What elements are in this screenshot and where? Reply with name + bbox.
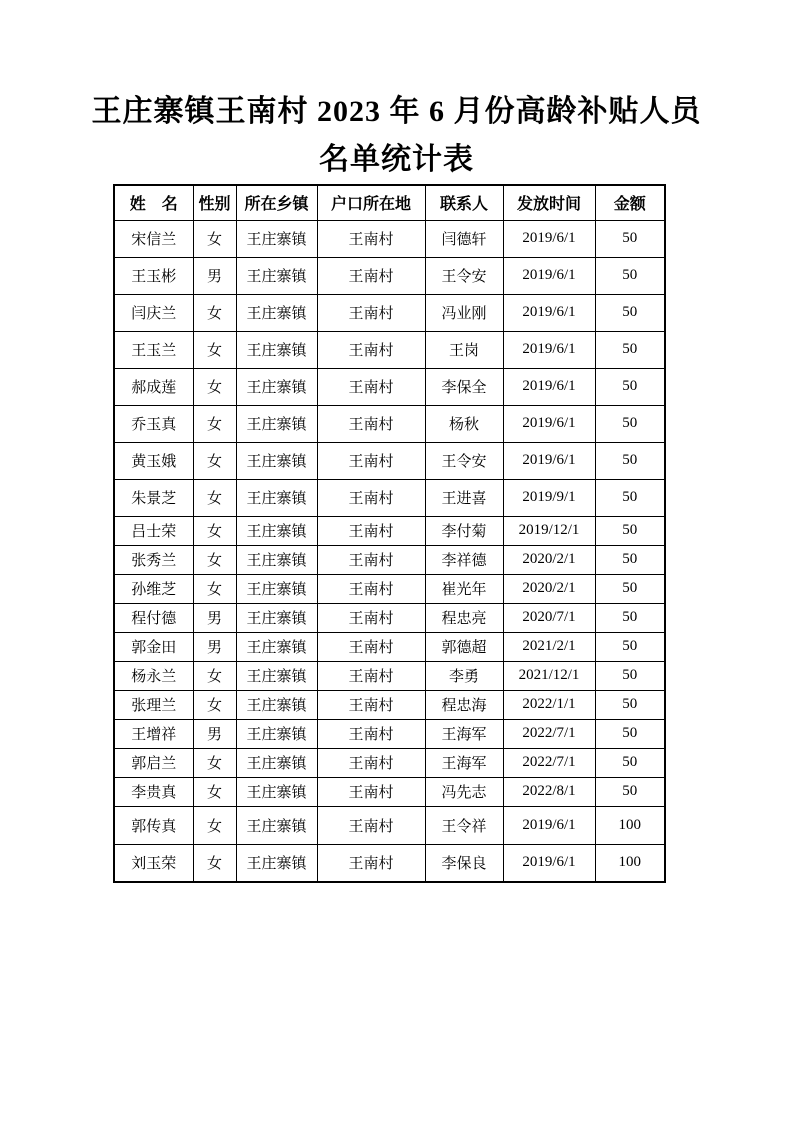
cell-amount: 100 — [595, 844, 665, 882]
cell-gender: 女 — [193, 661, 236, 690]
cell-name: 黄玉娥 — [114, 442, 193, 479]
table-row — [114, 844, 665, 882]
table-row — [114, 661, 665, 690]
table-row — [114, 777, 665, 806]
table-row — [114, 690, 665, 719]
cell-town: 王庄寨镇 — [236, 479, 317, 516]
cell-town: 王庄寨镇 — [236, 368, 317, 405]
cell-issue-date: 2020/2/1 — [503, 545, 595, 574]
cell-town: 王庄寨镇 — [236, 690, 317, 719]
cell-town: 王庄寨镇 — [236, 777, 317, 806]
cell-contact: 王进喜 — [425, 479, 503, 516]
cell-contact: 李保良 — [425, 844, 503, 882]
cell-registered-residence: 王南村 — [317, 405, 425, 442]
cell-amount: 50 — [595, 294, 665, 331]
cell-town: 王庄寨镇 — [236, 545, 317, 574]
table-row — [114, 545, 665, 574]
cell-name: 郭金田 — [114, 632, 193, 661]
cell-contact: 王令安 — [425, 442, 503, 479]
cell-registered-residence: 王南村 — [317, 257, 425, 294]
cell-issue-date: 2019/6/1 — [503, 294, 595, 331]
cell-amount: 50 — [595, 516, 665, 545]
cell-issue-date: 2022/7/1 — [503, 719, 595, 748]
cell-issue-date: 2020/2/1 — [503, 574, 595, 603]
column-header-registered-residence: 户口所在地 — [317, 185, 425, 220]
cell-amount: 100 — [595, 806, 665, 844]
cell-name: 郭启兰 — [114, 748, 193, 777]
table-row — [114, 574, 665, 603]
cell-town: 王庄寨镇 — [236, 331, 317, 368]
cell-amount: 50 — [595, 690, 665, 719]
cell-registered-residence: 王南村 — [317, 220, 425, 257]
cell-issue-date: 2019/6/1 — [503, 806, 595, 844]
table-row — [114, 368, 665, 405]
cell-name: 闫庆兰 — [114, 294, 193, 331]
cell-amount: 50 — [595, 220, 665, 257]
cell-amount: 50 — [595, 257, 665, 294]
table-body — [114, 220, 665, 882]
cell-amount: 50 — [595, 632, 665, 661]
cell-contact: 闫德轩 — [425, 220, 503, 257]
column-header-issue-date: 发放时间 — [503, 185, 595, 220]
table-row — [114, 748, 665, 777]
cell-town: 王庄寨镇 — [236, 748, 317, 777]
cell-gender: 女 — [193, 294, 236, 331]
cell-amount: 50 — [595, 777, 665, 806]
cell-registered-residence: 王南村 — [317, 661, 425, 690]
table-row — [114, 442, 665, 479]
cell-amount: 50 — [595, 574, 665, 603]
cell-contact: 王令祥 — [425, 806, 503, 844]
table-row — [114, 405, 665, 442]
cell-contact: 王岗 — [425, 331, 503, 368]
cell-registered-residence: 王南村 — [317, 479, 425, 516]
cell-registered-residence: 王南村 — [317, 574, 425, 603]
cell-contact: 李付菊 — [425, 516, 503, 545]
cell-gender: 女 — [193, 479, 236, 516]
cell-contact: 李祥德 — [425, 545, 503, 574]
cell-gender: 男 — [193, 603, 236, 632]
cell-gender: 男 — [193, 632, 236, 661]
table-row — [114, 294, 665, 331]
cell-registered-residence: 王南村 — [317, 719, 425, 748]
header-row — [114, 185, 665, 220]
table-row — [114, 220, 665, 257]
cell-town: 王庄寨镇 — [236, 442, 317, 479]
cell-name: 宋信兰 — [114, 220, 193, 257]
cell-issue-date: 2019/6/1 — [503, 257, 595, 294]
cell-name: 朱景芝 — [114, 479, 193, 516]
cell-name: 张理兰 — [114, 690, 193, 719]
cell-contact: 程忠海 — [425, 690, 503, 719]
cell-name: 王玉彬 — [114, 257, 193, 294]
cell-name: 郭传真 — [114, 806, 193, 844]
cell-name: 王玉兰 — [114, 331, 193, 368]
cell-town: 王庄寨镇 — [236, 294, 317, 331]
cell-issue-date: 2021/2/1 — [503, 632, 595, 661]
cell-amount: 50 — [595, 479, 665, 516]
cell-registered-residence: 王南村 — [317, 777, 425, 806]
cell-gender: 女 — [193, 442, 236, 479]
cell-issue-date: 2019/6/1 — [503, 331, 595, 368]
cell-gender: 女 — [193, 748, 236, 777]
subsidy-table — [113, 184, 666, 883]
cell-issue-date: 2020/7/1 — [503, 603, 595, 632]
column-header-amount: 金额 — [595, 185, 665, 220]
cell-name: 刘玉荣 — [114, 844, 193, 882]
column-header-town: 所在乡镇 — [236, 185, 317, 220]
table-row — [114, 257, 665, 294]
table-row — [114, 632, 665, 661]
cell-amount: 50 — [595, 545, 665, 574]
cell-town: 王庄寨镇 — [236, 257, 317, 294]
cell-amount: 50 — [595, 331, 665, 368]
cell-contact: 郭德超 — [425, 632, 503, 661]
cell-registered-residence: 王南村 — [317, 748, 425, 777]
cell-gender: 女 — [193, 806, 236, 844]
cell-gender: 女 — [193, 331, 236, 368]
cell-town: 王庄寨镇 — [236, 516, 317, 545]
cell-name: 郝成莲 — [114, 368, 193, 405]
cell-name: 杨永兰 — [114, 661, 193, 690]
cell-issue-date: 2019/6/1 — [503, 844, 595, 882]
page-title-line-2: 名单统计表 — [319, 143, 474, 176]
cell-name: 吕士荣 — [114, 516, 193, 545]
cell-issue-date: 2022/1/1 — [503, 690, 595, 719]
cell-name: 孙维芝 — [114, 574, 193, 603]
cell-gender: 女 — [193, 690, 236, 719]
cell-issue-date: 2022/8/1 — [503, 777, 595, 806]
cell-registered-residence: 王南村 — [317, 690, 425, 719]
cell-gender: 女 — [193, 777, 236, 806]
cell-registered-residence: 王南村 — [317, 806, 425, 844]
cell-contact: 李保全 — [425, 368, 503, 405]
table-row — [114, 331, 665, 368]
cell-name: 张秀兰 — [114, 545, 193, 574]
cell-registered-residence: 王南村 — [317, 545, 425, 574]
cell-contact: 程忠亮 — [425, 603, 503, 632]
cell-amount: 50 — [595, 405, 665, 442]
cell-gender: 女 — [193, 574, 236, 603]
cell-contact: 王海军 — [425, 719, 503, 748]
cell-town: 王庄寨镇 — [236, 574, 317, 603]
cell-issue-date: 2019/6/1 — [503, 405, 595, 442]
cell-amount: 50 — [595, 442, 665, 479]
column-header-name: 姓 名 — [114, 185, 193, 220]
cell-town: 王庄寨镇 — [236, 603, 317, 632]
cell-name: 李贵真 — [114, 777, 193, 806]
page-title-line-1: 王庄寨镇王南村 2023 年 6 月份高龄补贴人员 — [91, 95, 702, 128]
cell-gender: 女 — [193, 368, 236, 405]
document-title — [0, 0, 793, 184]
cell-town: 王庄寨镇 — [236, 719, 317, 748]
cell-registered-residence: 王南村 — [317, 844, 425, 882]
cell-registered-residence: 王南村 — [317, 368, 425, 405]
cell-issue-date: 2019/6/1 — [503, 442, 595, 479]
column-header-gender: 性别 — [193, 185, 236, 220]
cell-issue-date: 2019/6/1 — [503, 220, 595, 257]
cell-town: 王庄寨镇 — [236, 661, 317, 690]
cell-gender: 女 — [193, 844, 236, 882]
column-header-contact: 联系人 — [425, 185, 503, 220]
table-row — [114, 603, 665, 632]
cell-registered-residence: 王南村 — [317, 603, 425, 632]
cell-town: 王庄寨镇 — [236, 220, 317, 257]
cell-gender: 男 — [193, 257, 236, 294]
cell-registered-residence: 王南村 — [317, 442, 425, 479]
cell-registered-residence: 王南村 — [317, 294, 425, 331]
table-row — [114, 806, 665, 844]
cell-contact: 王海军 — [425, 748, 503, 777]
table-row — [114, 479, 665, 516]
cell-name: 程付德 — [114, 603, 193, 632]
cell-contact: 李勇 — [425, 661, 503, 690]
cell-amount: 50 — [595, 748, 665, 777]
table-row — [114, 719, 665, 748]
cell-registered-residence: 王南村 — [317, 331, 425, 368]
table-header — [114, 185, 665, 220]
cell-issue-date: 2019/9/1 — [503, 479, 595, 516]
cell-contact: 冯业刚 — [425, 294, 503, 331]
cell-town: 王庄寨镇 — [236, 844, 317, 882]
cell-registered-residence: 王南村 — [317, 516, 425, 545]
cell-amount: 50 — [595, 368, 665, 405]
cell-amount: 50 — [595, 661, 665, 690]
cell-gender: 女 — [193, 516, 236, 545]
cell-town: 王庄寨镇 — [236, 405, 317, 442]
cell-amount: 50 — [595, 603, 665, 632]
cell-name: 乔玉真 — [114, 405, 193, 442]
cell-amount: 50 — [595, 719, 665, 748]
cell-town: 王庄寨镇 — [236, 632, 317, 661]
cell-contact: 王令安 — [425, 257, 503, 294]
cell-contact: 杨秋 — [425, 405, 503, 442]
cell-issue-date: 2022/7/1 — [503, 748, 595, 777]
table-row — [114, 516, 665, 545]
cell-issue-date: 2019/12/1 — [503, 516, 595, 545]
cell-registered-residence: 王南村 — [317, 632, 425, 661]
cell-issue-date: 2019/6/1 — [503, 368, 595, 405]
cell-gender: 女 — [193, 405, 236, 442]
cell-issue-date: 2021/12/1 — [503, 661, 595, 690]
cell-gender: 女 — [193, 220, 236, 257]
cell-contact: 冯先志 — [425, 777, 503, 806]
cell-contact: 崔光年 — [425, 574, 503, 603]
cell-name: 王增祥 — [114, 719, 193, 748]
cell-gender: 女 — [193, 545, 236, 574]
cell-gender: 男 — [193, 719, 236, 748]
cell-town: 王庄寨镇 — [236, 806, 317, 844]
